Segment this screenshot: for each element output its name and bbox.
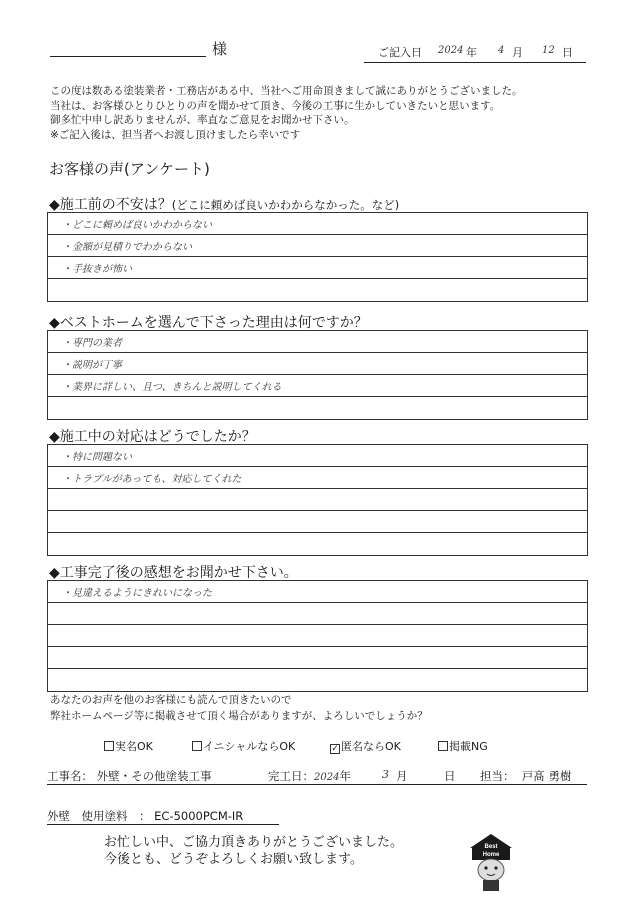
checkbox-icon[interactable] bbox=[438, 741, 448, 751]
answer-line[interactable] bbox=[48, 647, 587, 669]
question-4-answer-box[interactable] bbox=[47, 580, 588, 692]
answer-line[interactable] bbox=[48, 489, 587, 511]
answer-line[interactable]: ・金額が見積りでわからない bbox=[48, 235, 587, 257]
intro-line: ※ご記入後は、担当者へお渡し頂けましたら幸いです bbox=[50, 128, 301, 141]
question-3-title: ◆施工中の対応はどうでしたか？ bbox=[49, 429, 256, 445]
completion-month-value: 3 bbox=[382, 768, 389, 781]
answer-line[interactable] bbox=[48, 511, 587, 533]
date-year[interactable]: 2024 bbox=[438, 45, 464, 56]
option-anonymous[interactable]: ✓ 匿名ならOK bbox=[331, 740, 401, 754]
question-1-subtitle: (どこに頼めば良いかわからなかった。など) bbox=[171, 198, 400, 212]
answer-line[interactable] bbox=[48, 603, 587, 625]
sama-honorific: 様 bbox=[212, 40, 228, 58]
answer-line[interactable]: ・手抜きが怖い bbox=[48, 257, 587, 279]
answer-line[interactable] bbox=[48, 625, 587, 647]
answer-line[interactable]: ・トラブルがあっても、対応してくれた bbox=[48, 467, 587, 489]
answer-line[interactable]: ・説明が丁寧 bbox=[48, 353, 587, 375]
intro-text bbox=[50, 84, 523, 142]
survey-title: お客様の声(アンケート) bbox=[49, 160, 210, 178]
closing-message: お忙しい中、ご協力頂きありがとうございました。 今後とも、どうぞよろしくお願い致します。 bbox=[104, 835, 404, 867]
best-home-mascot-icon bbox=[466, 832, 516, 896]
question-2-answer-box[interactable] bbox=[47, 330, 588, 420]
checked-checkbox-icon[interactable]: ✓ bbox=[331, 744, 339, 754]
entry-date bbox=[364, 44, 586, 63]
month-unit: 月 bbox=[512, 46, 523, 59]
divider bbox=[47, 784, 587, 785]
date-month[interactable]: 4 bbox=[498, 45, 505, 56]
svg-text:Home: Home bbox=[482, 852, 500, 858]
month-unit: 月 bbox=[396, 769, 408, 783]
intro-line: 御多忙中申し訳ありませんが、率直なご意見をお聞かせ下さい。 bbox=[50, 114, 355, 127]
completion-date: 完工日：2024年 bbox=[268, 769, 351, 783]
intro-line: 当社は、お客様ひとりひとりの声を聞かせて頂き、今後の工事に生かしていきたいと思います。 bbox=[50, 99, 501, 112]
question-1-answer-box[interactable] bbox=[47, 212, 588, 302]
answer-line[interactable] bbox=[48, 279, 587, 301]
option-initials[interactable]: イニシャルならOK bbox=[192, 738, 295, 754]
question-4-title: ◆工事完了後の感想をお聞かせ下さい。 bbox=[49, 565, 298, 581]
question-1-title: ◆施工前の不安は？(どこに頼めば良いかわからなかった。など) bbox=[49, 197, 400, 213]
day-unit: 日 bbox=[562, 46, 573, 59]
answer-line[interactable]: ・専門の業者 bbox=[48, 331, 587, 353]
paint-used: 外壁 使用塗料 ： EC-5000PCM-IR bbox=[47, 809, 244, 823]
day-unit: 日 bbox=[444, 769, 456, 783]
answer-line[interactable]: ・どこに頼めば良いかわからない bbox=[48, 213, 587, 235]
answer-line[interactable]: ・見違えるようにきれいになった bbox=[48, 581, 587, 603]
answer-line[interactable] bbox=[48, 669, 587, 691]
date-label: ご記入日 bbox=[378, 46, 422, 59]
publication-consent-text: あなたのお声を他のお客様にも読んで頂きたいので 弊社ホームページ等に掲載させて頂く場合がありますが、よろしいでしょうか？ bbox=[50, 694, 428, 722]
work-name: 工事名： 外壁・その他塗装工事 bbox=[47, 769, 212, 783]
checkbox-icon[interactable] bbox=[192, 741, 202, 751]
option-no-publish[interactable]: 掲載NG bbox=[438, 738, 488, 754]
checkbox-icon[interactable] bbox=[104, 741, 114, 751]
customer-name-line[interactable] bbox=[50, 56, 206, 57]
option-real-name[interactable]: 実名OK bbox=[104, 738, 153, 754]
question-2-title: ◆ベストホームを選んで下さった理由は何ですか？ bbox=[49, 315, 368, 331]
question-3-answer-box[interactable] bbox=[47, 444, 588, 556]
year-unit: 年 bbox=[466, 46, 477, 59]
answer-line[interactable] bbox=[48, 533, 587, 555]
answer-line[interactable]: ・特に問題ない bbox=[48, 445, 587, 467]
intro-line: この度は数ある塗装業者・工務店がある中、当社へご用命頂きまして誠にありがとうございました。 bbox=[50, 85, 523, 97]
svg-text:Best: Best bbox=[484, 844, 498, 850]
staff: 担当： 戸髙 勇樹 bbox=[480, 769, 572, 783]
answer-line[interactable]: ・業界に詳しい、且つ、きちんと説明してくれる bbox=[48, 375, 587, 397]
answer-line[interactable] bbox=[48, 397, 587, 419]
divider bbox=[47, 824, 279, 825]
date-day[interactable]: 12 bbox=[542, 45, 555, 56]
